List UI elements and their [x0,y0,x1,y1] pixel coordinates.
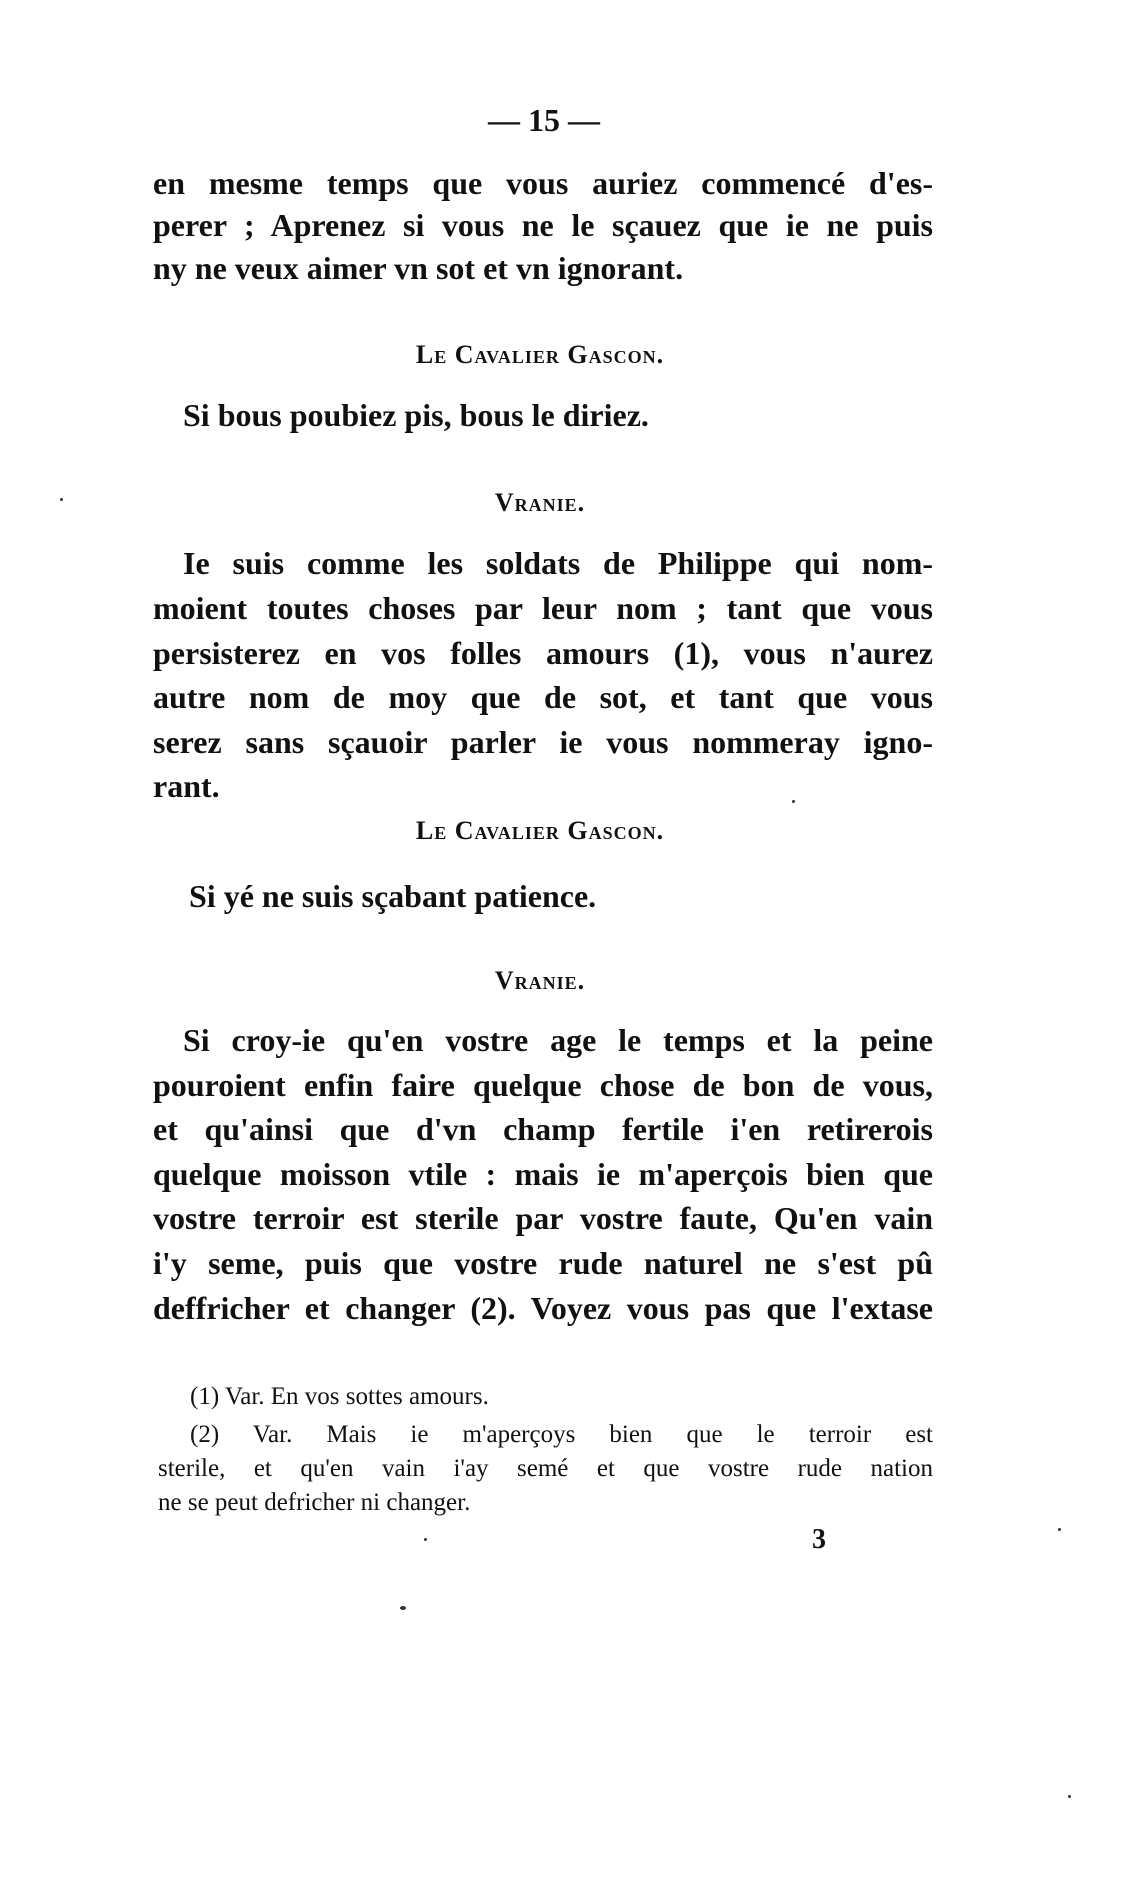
text-line: pouroient enfin faire quelque chose de bon de vous, [153,1067,933,1103]
speck [1058,1528,1061,1531]
page-number: — 15 — [488,102,600,138]
text-line: Si croy-ie qu'en vostre age le temps et la peine [183,1022,933,1058]
text-line: deffricher et changer (2). Voyez vous pas que l'extase [153,1290,933,1326]
speck [792,800,795,803]
footnote: (1) Var. En vos sottes amours. [190,1383,489,1410]
speaker-heading: Vranie. [494,966,586,995]
text-line: autre nom de moy que de sot, et tant que vous [153,679,933,715]
text-line: serez sans sçauoir parler ie vous nommeray igno- [153,724,933,760]
text-line: quelque moisson vtile : mais ie m'aperçois bien que [153,1156,933,1192]
text-line: ny ne veux aimer vn sot et vn ignorant. [153,250,684,286]
speaker-heading: Le Cavalier Gascon. [415,816,665,845]
signature-mark: 3 [812,1524,826,1555]
text-line: rant. [153,768,220,804]
text-line: i'y seme, puis que vostre rude naturel ne s'est pû [153,1245,933,1281]
text-line: en mesme temps que vous auriez commencé d'es- [153,165,933,201]
text-line: et qu'ainsi que d'vn champ fertile i'en retirerois [153,1111,933,1147]
speech-line: Si bous poubiez pis, bous le diriez. [183,397,649,433]
speck [60,498,63,501]
speaker-heading: Vranie. [494,488,586,517]
footnote: (2) Var. Mais ie m'aperçoys bien que le terroir est [190,1421,933,1448]
text-line: moient toutes choses par leur nom ; tant que vous [153,590,933,626]
speaker-heading: Le Cavalier Gascon. [415,340,665,369]
footnote: ne se peut defricher ni changer. [158,1489,471,1516]
speech-line: Si yé ne suis sçabant patience. [189,878,597,914]
text-line: persisterez en vos folles amours (1), vous n'aurez [153,635,933,671]
speck [424,1538,427,1541]
footnote: sterile, et qu'en vain i'ay semé et que vostre rude nation [158,1455,933,1482]
speck [1068,1795,1071,1798]
text-line: perer ; Aprenez si vous ne le sçauez que ie ne puis [153,207,933,243]
text-line: Ie suis comme les soldats de Philippe qui nom- [183,545,933,581]
text-line: vostre terroir est sterile par vostre faute, Qu'en vain [153,1200,933,1236]
speck [400,1606,406,1610]
